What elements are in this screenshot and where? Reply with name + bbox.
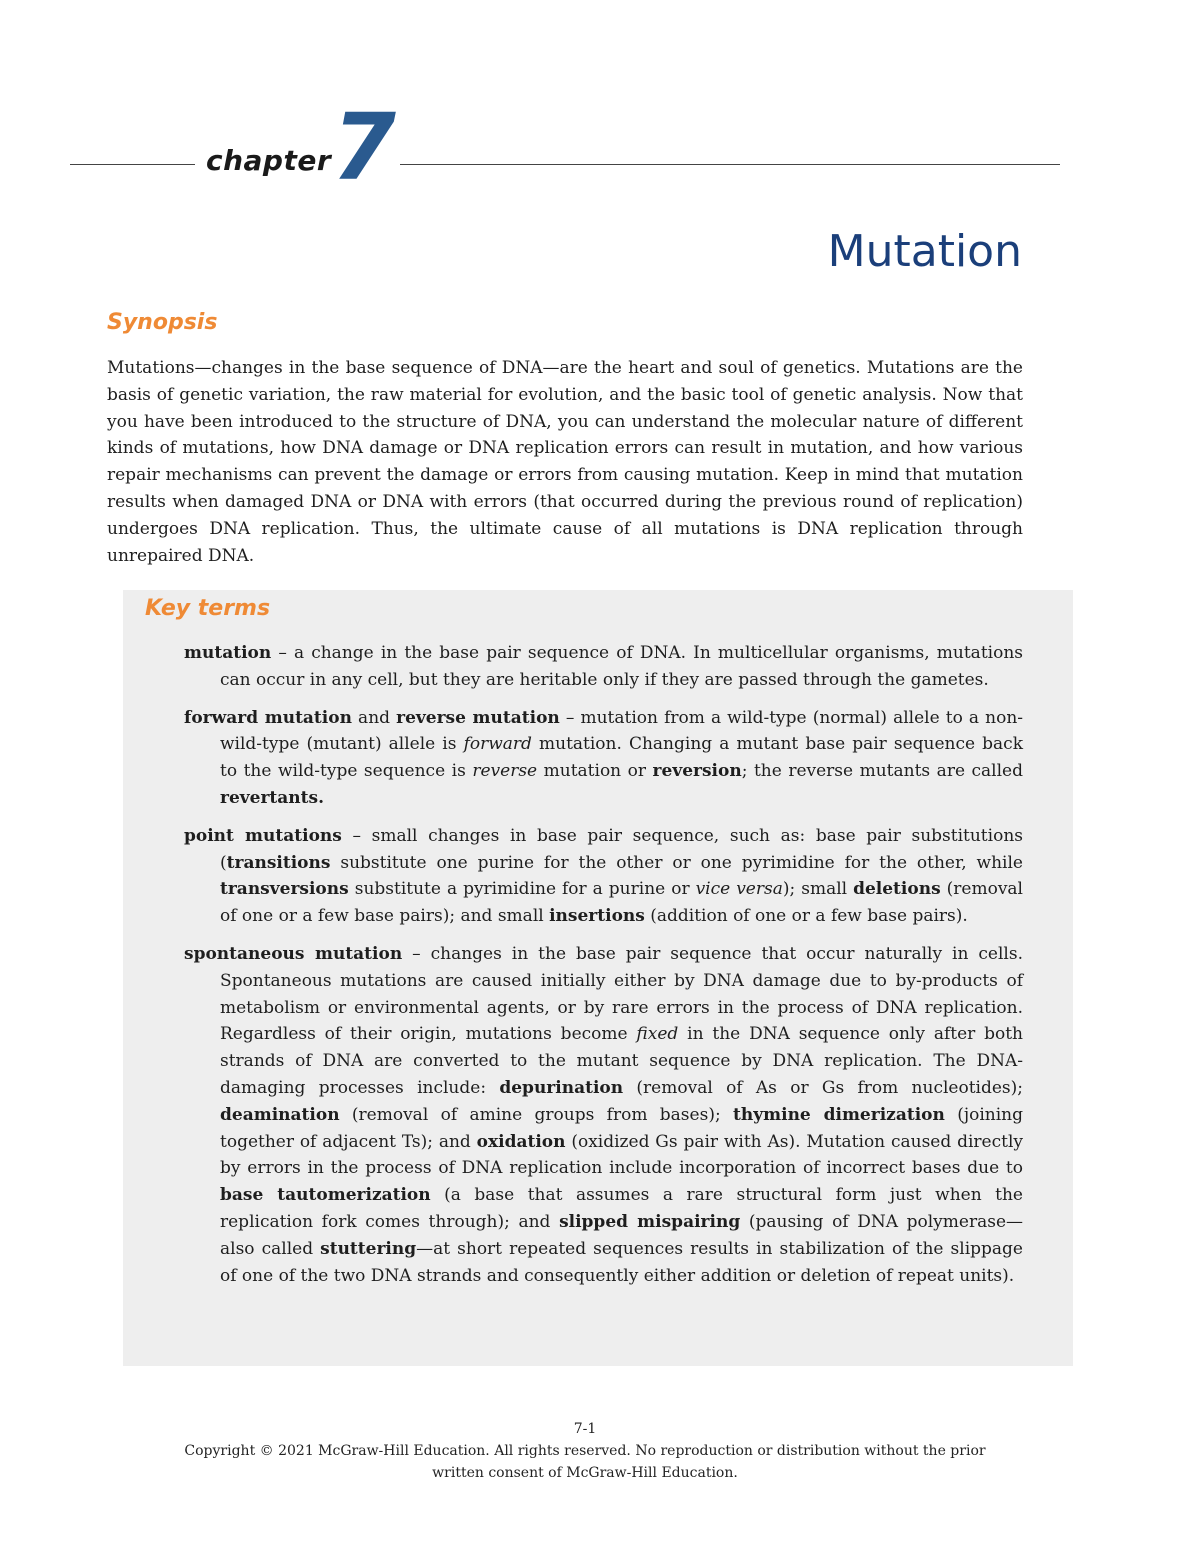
key-term-text: (removal of one or a few base pairs); and small	[220, 879, 1023, 927]
chapter-header	[70, 94, 1060, 212]
key-term-text: (removal of As or Gs from nucleotides);	[623, 1077, 1023, 1098]
key-term-text: (removal of amine groups from bases);	[339, 1104, 734, 1125]
key-term-bold: slipped mispairing	[559, 1211, 741, 1232]
key-term-text: – small changes in base pair sequence, such as: base pair substitutions (	[220, 825, 1023, 873]
key-term-text: mutation or	[537, 761, 653, 782]
key-term-text: mutation. Changing a mutant base pair sequence back to the wild-type sequence is	[220, 734, 1024, 782]
key-term-text: —at short repeated sequences results in stabilization of the slippage of one of the two DNA strands and consequently either addition or deletion of repeat units).	[220, 1238, 1023, 1286]
key-term-bold: forward mutation	[184, 707, 352, 728]
chapter-label: chapter	[206, 144, 332, 177]
key-term-bold: stuttering	[320, 1238, 417, 1259]
key-term-bold: transitions	[226, 852, 331, 873]
key-term-italic: forward	[463, 734, 532, 755]
chapter-title: Mutation	[827, 226, 1022, 277]
key-term-bold: base tautomerization	[220, 1185, 431, 1206]
page-number: 7-1	[573, 1421, 597, 1437]
key-term-bold: revertants.	[220, 787, 324, 808]
key-term-text: – mutation from a wild-type (normal) allele to a non-wild-type (mutant) allele is	[220, 707, 1024, 755]
key-term-bold: transversions	[220, 879, 349, 900]
key-term-text: (pausing of DNA polymerase—also called	[220, 1211, 1024, 1259]
key-term-italic: vice versa	[695, 879, 783, 900]
key-term-entry	[184, 941, 1023, 1289]
key-term-text: and	[351, 707, 397, 728]
key-term-bold: oxidation	[476, 1131, 566, 1152]
key-term-text: (joining together of adjacent Ts); and	[220, 1104, 1023, 1152]
header-rule-left	[70, 164, 195, 165]
key-term-bold: depurination	[499, 1077, 624, 1098]
key-term-text: substitute one purine for the other or one pyrimidine for the other, while	[330, 852, 1023, 873]
key-term-bold: mutation	[184, 643, 272, 663]
key-term-bold: point mutations	[184, 825, 342, 846]
key-term-entry	[184, 823, 1023, 930]
key-term-bold: reversion	[652, 761, 742, 782]
key-term-italic: reverse	[472, 761, 538, 782]
key-term-text: (addition of one or a few base pairs).	[644, 906, 968, 927]
key-terms-list	[184, 640, 1023, 1300]
key-term-bold: deletions	[853, 879, 941, 900]
key-term-text: substitute a pyrimidine for a purine or	[348, 879, 696, 900]
copyright-line-1: Copyright © 2021 McGraw-Hill Education. All rights reserved. No reproduction or distribution without the prior	[184, 1443, 986, 1459]
key-term-text: in the DNA sequence only after both strands of DNA are converted to the mutant sequence by DNA replication. The DNA-damaging processes include:	[220, 1024, 1024, 1098]
key-term-text: ; the reverse mutants are called	[741, 761, 1024, 782]
chapter-number: 7	[332, 94, 397, 201]
key-term-bold: reverse mutation	[396, 707, 560, 728]
key-terms-heading: Key terms	[145, 596, 271, 621]
key-term-text: – a change in the base pair sequence of DNA. In multicellular organisms, mutations can occur in any cell, but they are heritable only if they are passed through the gametes.	[220, 643, 1023, 690]
copyright-line-2: written consent of McGraw-Hill Education.	[432, 1465, 738, 1481]
header-rule-right	[400, 164, 1060, 165]
synopsis-heading: Synopsis	[107, 310, 218, 335]
synopsis-paragraph: Mutations—changes in the base sequence of DNA—are the heart and soul of genetics. Mutations are the basis of genetic variation, the raw material for evolution, and the basic tool of genetic analysis. Now that you have been introduced to the structure of DNA, you can understand the molecular nature of different kinds of mutations, how DNA damage or DNA replication errors can result in mutation, and how various repair mechanisms can prevent the damage or errors from causing mutation. Keep in mind that mutation results when damaged DNA or DNA with errors (that occurred during the previous round of replication) undergoes DNA replication. Thus, the ultimate cause of all mutations is DNA replication through unrepaired DNA.	[107, 358, 1023, 566]
key-term-italic: fixed	[636, 1024, 679, 1045]
key-term-entry	[184, 640, 1023, 694]
key-terms-box	[123, 590, 1073, 1366]
key-term-bold: deamination	[220, 1104, 340, 1125]
key-term-bold: insertions	[549, 906, 645, 927]
key-term-bold: thymine dimerization	[733, 1104, 945, 1125]
key-term-text: – changes in the base pair sequence that occur naturally in cells. Spontaneous mutations are caused initially either by DNA damage due to by-products of metabolism or environmental agents, or by rare errors in the process of DNA replication. Regardless of their origin, mutations become	[220, 943, 1023, 1045]
key-term-text: ); small	[782, 879, 854, 900]
key-term-entry	[184, 705, 1023, 812]
key-term-bold: spontaneous mutation	[184, 943, 403, 964]
key-term-text: (oxidized Gs pair with As). Mutation caused directly by errors in the process of DNA replication include incorporation of incorrect bases due to	[220, 1131, 1023, 1179]
page-footer	[0, 1418, 1170, 1484]
key-term-text: (a base that assumes a rare structural form just when the replication fork comes through); and	[220, 1185, 1023, 1232]
